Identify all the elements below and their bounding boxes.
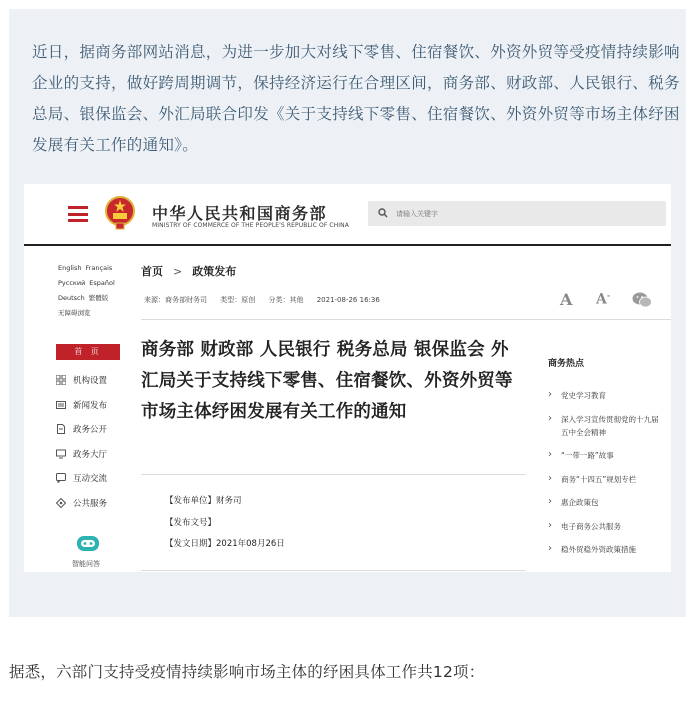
- robot-assistant-icon[interactable]: [76, 534, 100, 552]
- breadcrumb-current[interactable]: 政策发布: [192, 265, 237, 278]
- monitor-icon: [56, 449, 66, 459]
- font-small-button[interactable]: [596, 290, 610, 308]
- nav-item-org[interactable]: [56, 368, 120, 393]
- language-links: [58, 261, 120, 321]
- accessibility-link[interactable]: 无障碍浏览: [58, 309, 91, 317]
- nav-label: 公共服务: [73, 498, 108, 509]
- chat-bubble-icon: [56, 473, 66, 483]
- meta-source: 来源：商务部财务司: [144, 296, 207, 304]
- lang-russian[interactable]: Русский: [58, 279, 86, 287]
- embedded-screenshot: [24, 184, 671, 572]
- hot-item[interactable]: › 惠企政策包: [548, 496, 663, 509]
- wechat-share-icon[interactable]: [632, 292, 652, 308]
- nav-label: 新闻发布: [73, 400, 108, 411]
- info-divider: [141, 570, 526, 571]
- quote-box: [9, 9, 686, 617]
- hamburger-menu-icon[interactable]: [68, 206, 88, 222]
- service-diamond-icon: [56, 498, 66, 508]
- left-nav: [56, 344, 120, 515]
- hot-item[interactable]: › 电子商务公共服务: [548, 520, 663, 533]
- nav-item-interact[interactable]: [56, 466, 120, 491]
- site-name-cn[interactable]: 中华人民共和国商务部: [152, 204, 328, 223]
- site-name-en: MINISTRY OF COMMERCE OF THE PEOPLE'S REPUBLIC OF CHINA: [152, 222, 349, 229]
- meta-type: 类型：原创: [220, 296, 256, 304]
- article-info: [165, 491, 285, 556]
- font-small-label: A: [596, 291, 607, 308]
- search-box[interactable]: [368, 201, 666, 226]
- info-date: 【发文日期】2021年08月26日: [165, 539, 285, 549]
- article-meta: [144, 295, 391, 305]
- site-header: [24, 184, 671, 246]
- font-small-minus: -: [606, 290, 611, 300]
- nav-item-public[interactable]: [56, 417, 120, 442]
- meta-datetime: 2021-08-26 16:36: [316, 296, 380, 304]
- hot-item[interactable]: › 深入学习宣传贯彻党的十九届五中全会精神: [548, 413, 663, 439]
- info-publisher: 【发布单位】财务司: [165, 496, 242, 506]
- nav-item-news[interactable]: [56, 393, 120, 418]
- hot-topics-list: [548, 389, 663, 567]
- hot-topics-title: 商务热点: [548, 359, 585, 369]
- search-icon[interactable]: [378, 208, 388, 218]
- nav-label: 政务大厅: [73, 449, 108, 460]
- breadcrumb-separator: >: [173, 265, 183, 278]
- document-icon: [56, 424, 66, 434]
- national-emblem-icon: [104, 195, 136, 231]
- meta-divider: [141, 319, 671, 320]
- lang-english[interactable]: English: [58, 264, 82, 272]
- hot-item[interactable]: › 党史学习教育: [548, 389, 663, 402]
- breadcrumb-home[interactable]: 首页: [141, 265, 163, 278]
- hot-item[interactable]: › “一带一路”故事: [548, 449, 663, 462]
- info-doc-number: 【发布文号】: [165, 517, 217, 528]
- lang-spanish[interactable]: Español: [89, 279, 115, 287]
- robot-label[interactable]: 智能问答: [72, 560, 100, 568]
- hot-item[interactable]: › 商务“十四五”规划专栏: [548, 473, 663, 486]
- lang-french[interactable]: Français: [85, 264, 113, 272]
- nav-home[interactable]: 首 页: [56, 344, 120, 360]
- intro-paragraph: 近日，据商务部网站消息，为进一步加大对线下零售、住宿餐饮、外资外贸等受疫情持续影响企业的支持，做好跨周期调节，保持经济运行在合理区间，商务部、财政部、人民银行、税务总局、银保监会、外汇局联合印发《关于支持线下零售、住宿餐饮、外资外贸等市场主体纾困发展有关工作的通知》。: [32, 43, 680, 154]
- article-title: 商务部 财政部 人民银行 税务总局 银保监会 外汇局关于支持线下零售、住宿餐饮、外资外贸等市场主体纾困发展有关工作的通知: [141, 340, 513, 422]
- nav-label: 机构设置: [73, 376, 108, 387]
- summary-paragraph: 据悉，六部门支持受疫情持续影响市场主体的纾困具体工作共12项：: [9, 663, 485, 681]
- nav-item-service[interactable]: [56, 491, 120, 516]
- breadcrumb: [141, 263, 236, 279]
- nav-item-hall[interactable]: [56, 442, 120, 467]
- search-input[interactable]: [396, 201, 656, 226]
- font-large-button[interactable]: A: [560, 290, 573, 309]
- newspaper-icon: [56, 400, 66, 410]
- org-chart-icon: [56, 375, 66, 385]
- nav-label: 互动交流: [73, 474, 108, 485]
- meta-category: 分类：其他: [268, 296, 304, 304]
- lang-german[interactable]: Deutsch: [58, 294, 85, 302]
- lang-traditional[interactable]: 繁體版: [88, 294, 109, 302]
- nav-label: 政务公开: [73, 425, 108, 436]
- title-divider: [141, 474, 526, 475]
- hot-item[interactable]: › 稳外贸稳外资政策措施: [548, 543, 663, 556]
